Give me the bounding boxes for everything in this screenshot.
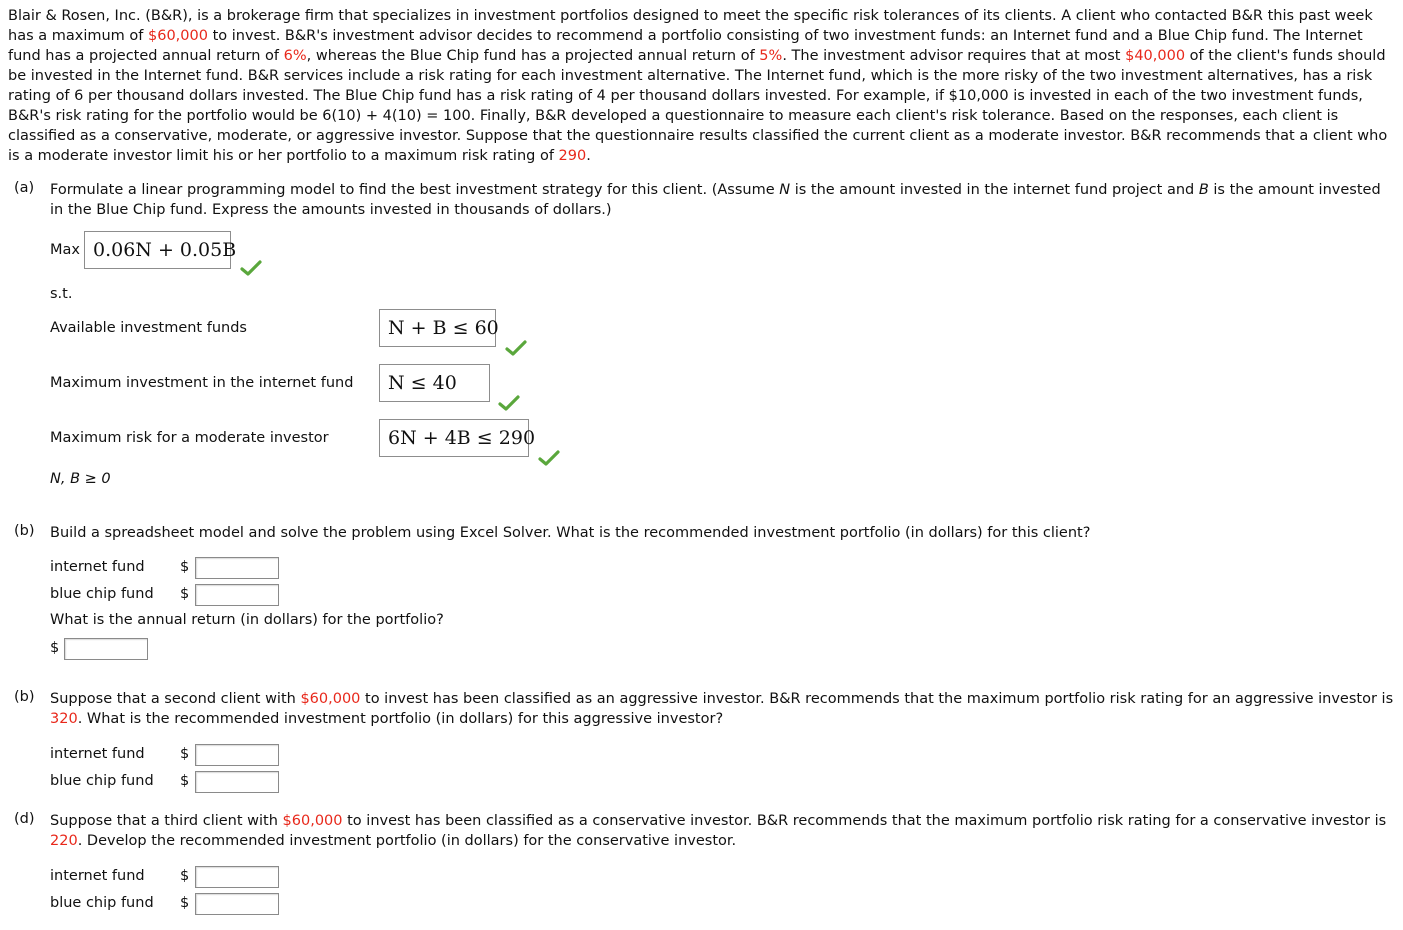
constraint-risk-input[interactable]: 6N + 4B ≤ 290 [379,419,529,457]
nonnegativity-label: N, B ≥ 0 [50,471,111,487]
problem-statement: Blair & Rosen, Inc. (B&R), is a brokerage firm that specializes in investment portfolios designed to meet the specific risk tolerances of its clients. A client who contacted B&R this past week has a maximum of $60,000 to invest. B&R's investment advisor decides to recommend a portfolio consisting of two investment funds: an Internet fund and a Blue Chip fund. The Internet fund has a projected annual return of 6%, whereas the Blue Chip fund has a projected annual return of 5%. The investment advisor requires that at most $40,000 of the client's funds should be invested in the Internet fund. B&R services include a risk rating for each investment alternative. The Internet fund, which is the more risky of the two investment alternatives, has a risk rating of 6 per thousand dollars invested. The Blue Chip fund has a risk rating of 4 per thousand dollars invested. For example, if $10,000 is invested in each of the two investment funds, B&R's risk rating for the portfolio would be 6(10) + 4(10) = 100. Finally, B&R developed a questionnaire to measure each client's risk tolerance. Based on the responses, each client is classified as a conservative, moderate, or aggressive investor. Suppose that the questionnaire results classified the current client as a moderate investor. B&R recommends that a client who is a moderate investor limit his or her portfolio to a maximum risk rating of 290. [8,8,1388,164]
d-bluechip-input[interactable] [195,893,279,915]
b-internet-currency: $ [180,559,190,575]
part-d-label: (d) [14,811,35,827]
check-icon [505,340,527,356]
max-funds-value: $60,000 [148,28,208,44]
b-internet-label: internet fund [50,559,145,575]
b-bluechip-input[interactable] [195,584,279,606]
constraint-label-risk: Maximum risk for a moderate investor [50,430,329,446]
c-internet-currency: $ [180,746,190,762]
b-bluechip-currency: $ [180,586,190,602]
check-icon [498,395,520,411]
st-label: s.t. [50,286,73,302]
d-internet-currency: $ [180,868,190,884]
bluechip-return-value: 5% [759,48,783,64]
b-internet-input[interactable] [195,557,279,579]
constraint-label-internet-max: Maximum investment in the internet fund [50,375,354,391]
d-bluechip-currency: $ [180,895,190,911]
part-c-label: (b) [14,689,35,705]
annual-return-question: What is the annual return (in dollars) for the portfolio? [50,612,444,628]
check-icon [240,260,262,276]
d-internet-label: internet fund [50,868,145,884]
annual-return-input[interactable] [64,638,148,660]
max-label: Max [50,242,80,258]
c-bluechip-label: blue chip fund [50,773,154,789]
constraint-internet-input[interactable]: N ≤ 40 [379,364,490,402]
part-c-question: Suppose that a second client with $60,000 to invest has been classified as an aggressive investor. B&R recommends that the maximum portfolio risk rating for an aggressive investor is 320. What is the recommended investment portfolio (in dollars) for this aggressive investor? [50,691,1394,727]
d-bluechip-label: blue chip fund [50,895,154,911]
b-bluechip-label: blue chip fund [50,586,154,602]
return-currency: $ [50,640,60,656]
c-internet-label: internet fund [50,746,145,762]
c-bluechip-input[interactable] [195,771,279,793]
part-b-label: (b) [14,523,35,539]
c-bluechip-currency: $ [180,773,190,789]
part-a-label: (a) [14,180,35,196]
max-risk-value: 290 [558,148,587,164]
internet-max-value: $40,000 [1125,48,1186,64]
part-b-question: Build a spreadsheet model and solve the problem using Excel Solver. What is the recommended investment portfolio (in dollars) for this client? [50,525,1091,541]
internet-return-value: 6% [283,48,307,64]
part-a-question: Formulate a linear programming model to find the best investment strategy for this client. (Assume N is the amount invested in the internet fund project and B is the amount invested in the Blue Chip fund. Express the amounts invested in thousands of dollars.) [50,182,1381,218]
c-internet-input[interactable] [195,744,279,766]
constraint-funds-input[interactable]: N + B ≤ 60 [379,309,496,347]
constraint-label-funds: Available investment funds [50,320,247,336]
check-icon [538,450,560,466]
d-internet-input[interactable] [195,866,279,888]
objective-input[interactable]: 0.06N + 0.05B [84,231,231,269]
part-d-question: Suppose that a third client with $60,000 to invest has been classified as a conservative investor. B&R recommends that the maximum portfolio risk rating for a conservative investor is 220. Develop the recommended investment portfolio (in dollars) for the conservative investor. [50,813,1387,849]
